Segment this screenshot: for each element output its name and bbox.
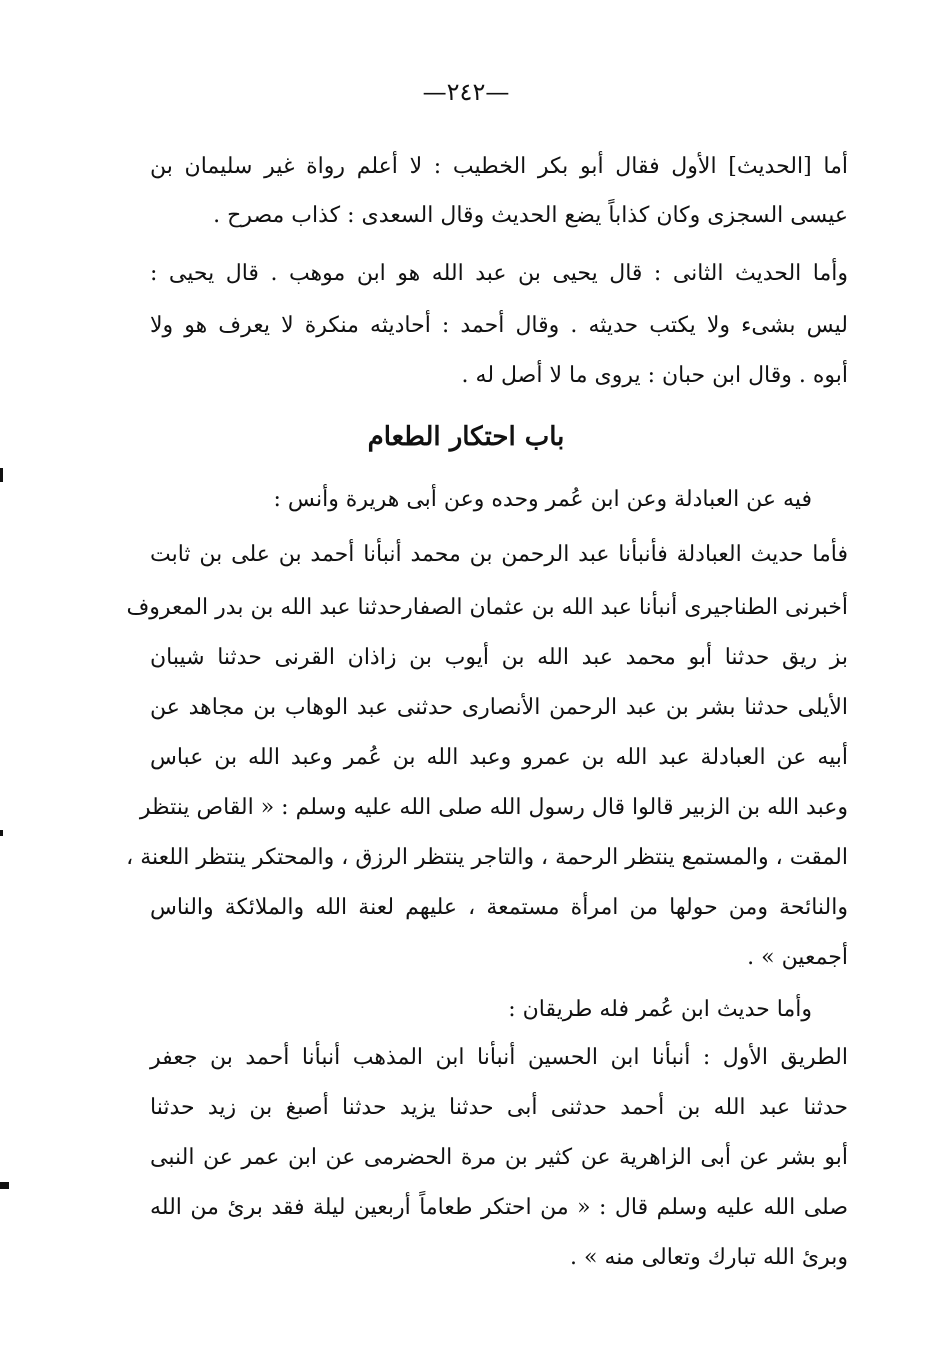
chapter-intro: فيه عن العبادلة وعن ابن عُمر وحده وعن أبى هريرة وأنس : [273, 487, 812, 512]
text-line: بز ريق حدثنا أبو محمد عبد الله بن أيوب بن زاذان القرنى حدثنا شيبان [150, 645, 848, 670]
text-line: أبو بشر عن أبى الزاهرية عن كثير بن مرة الحضرمى عن ابن عمر عن النبى [150, 1145, 848, 1170]
text-line: وأما الحديث الثانى : قال يحيى بن عبد الله هو ابن موهب . قال يحيى : [150, 261, 848, 286]
text-line: وبرئ الله تبارك وتعالى منه » . [570, 1245, 848, 1270]
text-line: ليس بشىء ولا يكتب حديثه . وقال أحمد : أحاديثه منكرة لا يعرف هو ولا [150, 313, 848, 338]
text-line: الأيلى حدثنا بشر بن عبد الرحمن الأنصارى حدثنى عبد الوهاب بن مجاهد عن [150, 695, 848, 720]
scan-mark [0, 1182, 9, 1189]
page-number: —٢٤٢— [422, 78, 510, 106]
text-line: الطريق الأول : أنبأنا ابن الحسين أنبأنا ابن المذهب أنبأنا أحمد بن جعفر [150, 1045, 848, 1070]
text-line: المقت ، والمستمع ينتظر الرحمة ، والتاجر ينتظر الرزق ، والمحتكر ينتظر اللعنة ، [126, 845, 848, 870]
text-line: أبيه عن العبادلة عبد الله بن عمرو وعبد الله بن عُمر وعبد الله بن عباس [150, 745, 848, 770]
text-line: والنائحة ومن حولها من امرأة مستمعة ، عليهم لعنة الله والملائكة والناس [150, 895, 848, 920]
text-line: أما [الحديث] الأول فقال أبو بكر الخطيب : لا أعلم رواة غير سليمان بن [150, 154, 848, 179]
scan-mark [0, 830, 3, 836]
text-line: أجمعين » . [747, 945, 848, 970]
text-line: فأما حديث العبادلة فأنبأنا عبد الرحمن بن محمد أنبأنا أحمد بن على بن ثابت [150, 542, 848, 567]
scan-mark [0, 468, 3, 482]
text-line: وأما حديث ابن عُمر فله طريقان : [508, 997, 812, 1022]
text-line: أبوه . وقال ابن حبان : يروى ما لا أصل له . [461, 363, 848, 388]
text-line: وعبد الله بن الزبير قالوا قال رسول الله صلى الله عليه وسلم : « القاص ينتظر [139, 795, 848, 820]
text-line: أخبرنى الطناجيرى أنبأنا عبد الله بن عثمان الصفارحدثنا عبد الله بن بدر المعروف [126, 595, 848, 620]
text-line: عيسى السجزى وكان كذاباً يضع الحديث وقال السعدى : كذاب مصرح . [213, 203, 848, 228]
text-line: صلى الله عليه وسلم قال : « من احتكر طعاماً أربعين ليلة فقد برئ من الله [150, 1195, 848, 1220]
chapter-heading: باب احتكار الطعام [367, 422, 565, 452]
text-line: حدثنا عبد الله بن أحمد حدثنى أبى حدثنا يزيد حدثنا أصبغ بن زيد حدثنا [150, 1095, 848, 1120]
